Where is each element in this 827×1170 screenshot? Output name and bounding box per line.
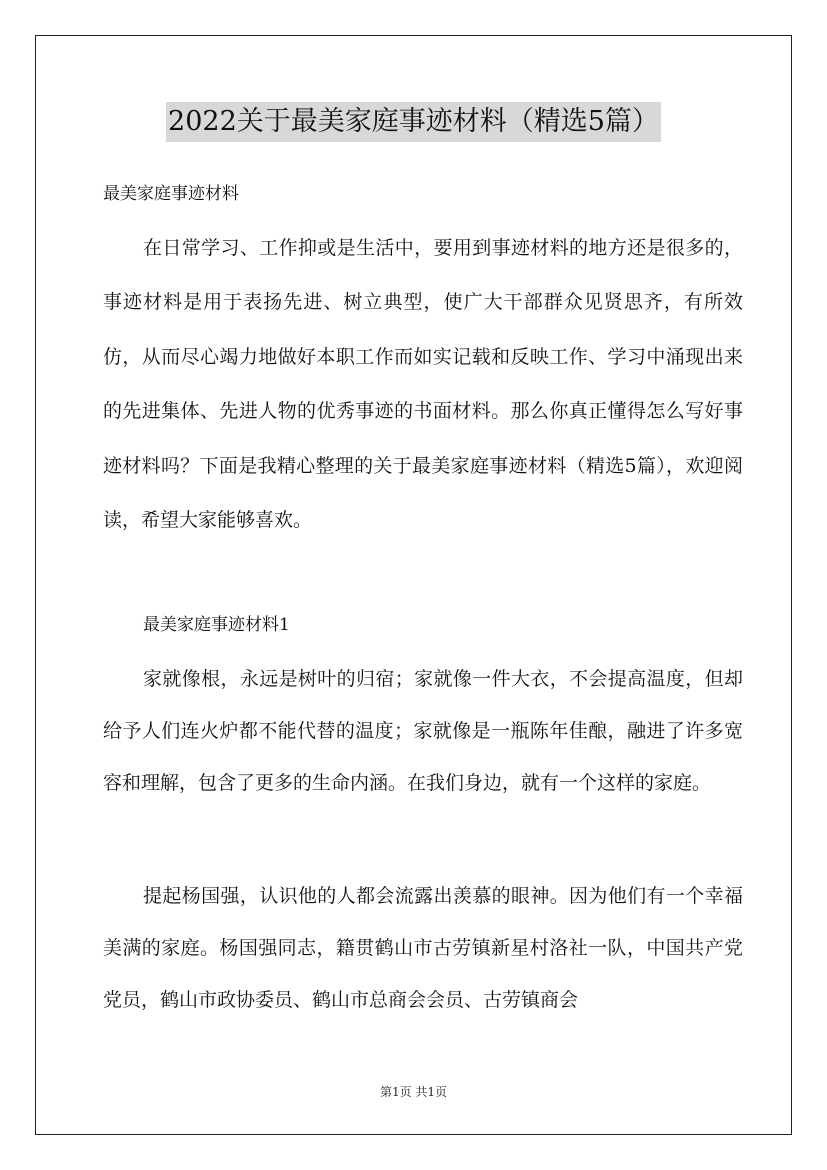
title-container: [0, 102, 827, 142]
document-subtitle: 最美家庭事迹材料: [103, 184, 239, 204]
section-heading: 最美家庭事迹材料1: [143, 615, 290, 635]
intro-paragraph: 在日常学习、工作抑或是生活中，要用到事迹材料的地方还是很多的，事迹材料是用于表扬先进、树立典型，使广大干部群众见贤思齐，有所效仿，从而尽心竭力地做好本职工作而如实记载和反映工作、学习中涌现出来的先进集体、先进人物的优秀事迹的书面材料。那么你真正懂得怎么写好事迹材料吗？下面是我精心整理的关于最美家庭事迹材料（精选5篇），欢迎阅读，希望大家能够喜欢。: [103, 237, 743, 532]
document-title: 2022关于最美家庭事迹材料（精选5篇）: [166, 102, 661, 142]
section-paragraph-1: 家就像根，永远是树叶的归宿；家就像一件大衣，不会提高温度，但却给予人们连火炉都不能代替的温度；家就像是一瓶陈年佳酿，融进了许多宽容和理解，包含了更多的生命内涵。在我们身边，就有一个这样的家庭。: [103, 668, 743, 794]
page-footer: 第1页 共1页: [379, 1085, 448, 1099]
section-paragraph-2: 提起杨国强，认识他的人都会流露出羡慕的眼神。因为他们有一个幸福美满的家庭。杨国强同志，籍贯鹤山市古劳镇新星村洛社一队，中国共产党党员，鹤山市政协委员、鹤山市总商会会员、古劳镇商会: [103, 885, 743, 1011]
